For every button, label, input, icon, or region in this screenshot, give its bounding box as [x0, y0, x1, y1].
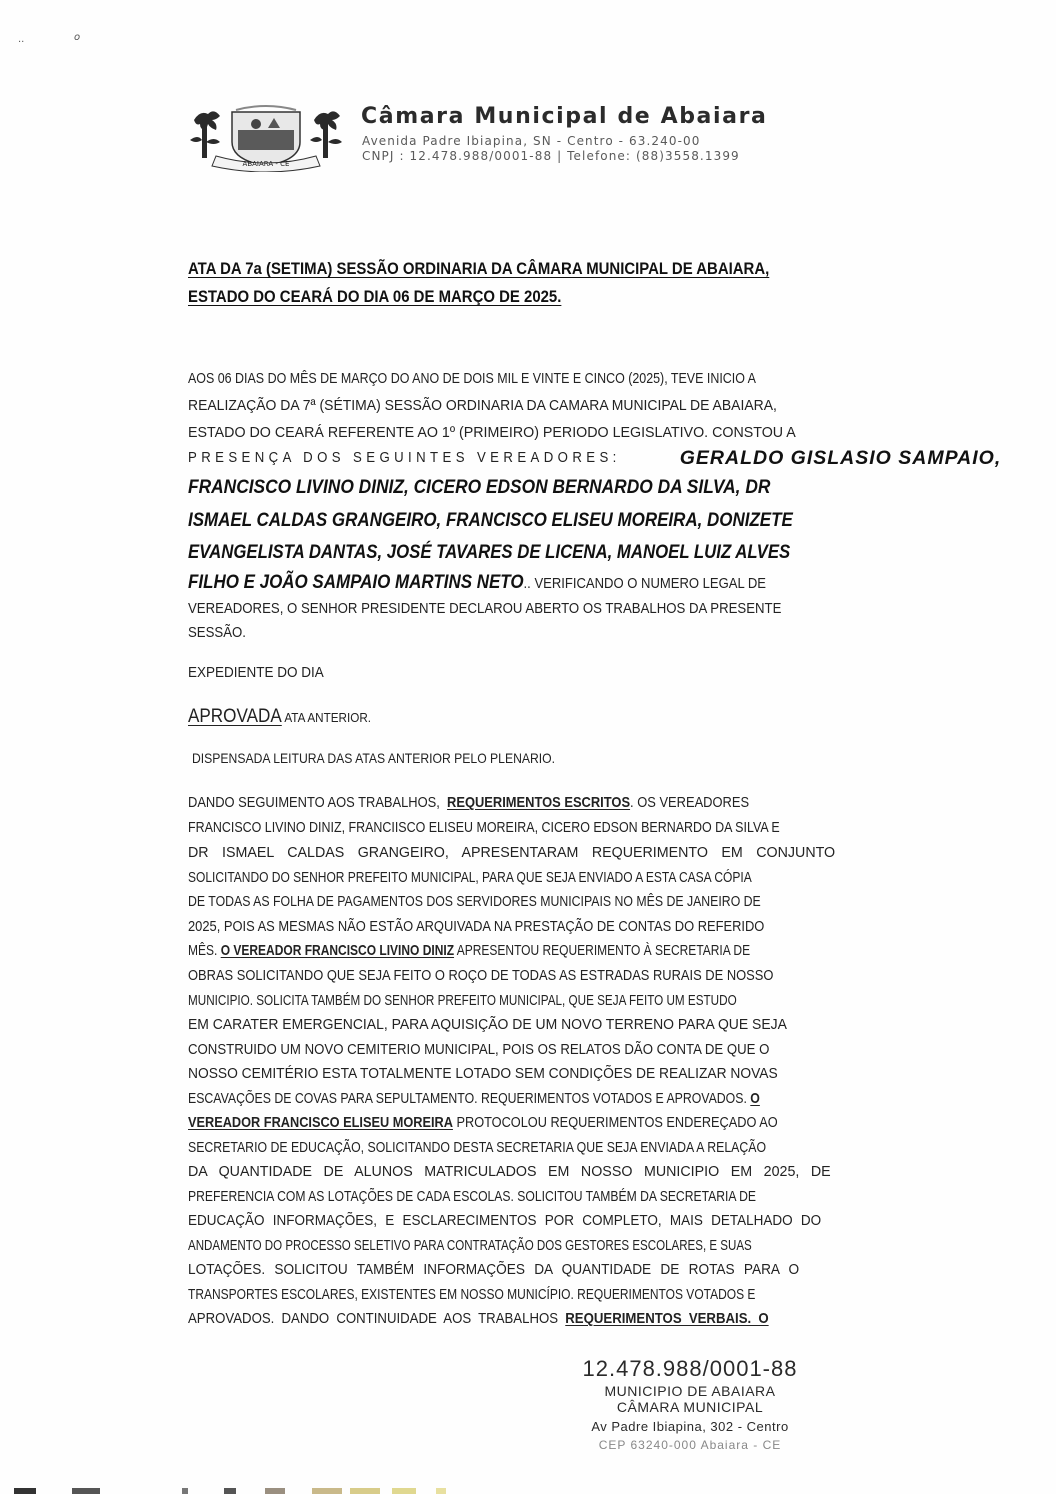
- title-line-1: ATA DA 7a (SETIMA) SESSÃO ORDINARIA DA CÂMARA MUNICIPAL DE ABAIARA,: [188, 260, 770, 278]
- text-line: SESSÃO.: [188, 624, 246, 641]
- organization-cnpj-phone: CNPJ : 12.478.988/0001-88 | Telefone: (88)3558.1399: [362, 149, 740, 163]
- councilor-eliseu-heading: VEREADOR FRANCISCO ELISEU MOREIRA: [188, 1114, 453, 1131]
- stamp-municipality: MUNICIPIO DE ABAIARA: [604, 1383, 776, 1399]
- councilor-names: EVANGELISTA DANTAS, JOSÉ TAVARES DE LICENA, MANOEL LUIZ ALVES: [188, 541, 791, 563]
- text-line: ANDAMENTO DO PROCESSO SELETIVO PARA CONTRATAÇÃO DOS GESTORES ESCOLARES, E SUAS: [188, 1237, 752, 1254]
- text-line: DANDO SEGUIMENTO AOS TRABALHOS, REQUERIMENTOS ESCRITOS. OS VEREADORES: [188, 794, 750, 811]
- text-line: SECRETARIO DE EDUCAÇÃO, SOLICITANDO DESTA SECRETARIA QUE SEJA ENVIADA A RELAÇÃO: [188, 1139, 767, 1156]
- text-line: SOLICITANDO DO SENHOR PREFEITO MUNICIPAL, PARA QUE SEJA ENVIADO A ESTA CASA CÓPIA: [188, 869, 752, 886]
- text-line: PRESENÇA DOS SEGUINTES VEREADORES: GERALDO GISLASIO SAMPAIO,: [188, 443, 916, 473]
- text-line: FRANCISCO LIVINO DINIZ, FRANCIISCO ELISEU MOREIRA, CICERO EDSON BERNARDO DA SILVA E: [188, 819, 780, 836]
- text-line: EM CARATER EMERGENCIAL, PARA AQUISIÇÃO DE UM NOVO TERRENO PARA QUE SEJA: [188, 1016, 787, 1033]
- dispensed-reading-line: DISPENSADA LEITURA DAS ATAS ANTERIOR PELO PLENARIO.: [192, 750, 556, 766]
- document-title: [188, 255, 916, 311]
- text-line: PREFERENCIA COM AS LOTAÇÕES DE CADA ESCOLAS. SOLICITOU TAMBÉM DA SECRETARIA DE: [188, 1188, 757, 1205]
- text-line: VEREADORES, O SENHOR PRESIDENTE DECLAROU ABERTO OS TRABALHOS DA PRESENTE: [188, 600, 782, 617]
- text-line: ESTADO DO CEARÁ REFERENTE AO 1º (PRIMEIRO) PERIODO LEGISLATIVO. CONSTOU A: [188, 424, 796, 441]
- text-line: AOS 06 DIAS DO MÊS DE MARÇO DO ANO DE DOIS MIL E VINTE E CINCO (2025), TEVE INICIO A: [188, 370, 756, 387]
- organization-address: Avenida Padre Ibiapina, SN - Centro - 63.240-00: [362, 134, 701, 148]
- councilor-names: ISMAEL CALDAS GRANGEIRO, FRANCISCO ELISEU MOREIRA, DONIZETE: [188, 509, 793, 531]
- councilor-livino-heading: O VEREADOR FRANCISCO LIVINO DINIZ: [220, 942, 455, 959]
- stamp-postal-code: CEP 63240-000 Abaiara - CE: [598, 1438, 782, 1452]
- section-heading-verbal-requests: REQUERIMENTOS VERBAIS. O: [565, 1310, 769, 1327]
- text-line: CONSTRUIDO UM NOVO CEMITERIO MUNICIPAL, POIS OS RELATOS DÃO CONTA DE QUE O: [188, 1041, 770, 1058]
- text-line: LOTAÇÕES. SOLICITOU TAMBÉM INFORMAÇÕES DA QUANTIDADE DE ROTAS PARA O: [188, 1261, 800, 1278]
- section-heading-expediente: EXPEDIENTE DO DIA: [188, 664, 324, 681]
- section-heading-written-requests: REQUERIMENTOS ESCRITOS: [447, 794, 631, 811]
- cnpj-stamp: [550, 1355, 830, 1453]
- approved-label: APROVADA: [188, 706, 282, 727]
- text-line: MÊS. O VEREADOR FRANCISCO LIVINO DINIZ APRESENTOU REQUERIMENTO À SECRETARIA DE: [188, 942, 751, 959]
- text-line: ESCAVAÇÕES DE COVAS PARA SEPULTAMENTO. REQUERIMENTOS VOTADOS E APROVADOS. O: [188, 1090, 760, 1107]
- text-line: EDUCAÇÃO INFORMAÇÕES, E ESCLARECIMENTOS POR COMPLETO, MAIS DETALHADO DO: [188, 1212, 822, 1229]
- scan-mark: o: [74, 32, 81, 43]
- svg-text:ABAIARA - CE: ABAIARA - CE: [242, 160, 290, 168]
- approved-minutes-line: APROVADA ATA ANTERIOR.: [188, 706, 372, 727]
- stamp-cnpj: 12.478.988/0001-88: [582, 1356, 798, 1381]
- text-line: TRANSPORTES ESCOLARES, EXISTENTES EM NOSSO MUNICÍPIO. REQUERIMENTOS VOTADOS E: [188, 1286, 756, 1303]
- title-line-2: ESTADO DO CEARÁ DO DIA 06 DE MARÇO DE 2025.: [188, 288, 562, 306]
- text-line: DE TODAS AS FOLHA DE PAGAMENTOS DOS SERVIDORES MUNICIPAIS NO MÊS DE JANEIRO DE: [188, 893, 761, 910]
- organization-name: Câmara Municipal de Abaiara: [361, 104, 768, 129]
- councilor-names: GERALDO GISLASIO SAMPAIO,: [679, 447, 1002, 469]
- coat-of-arms-logo-icon: [186, 100, 346, 172]
- letterhead: [186, 98, 916, 174]
- text-line: APROVADOS. DANDO CONTINUIDADE AOS TRABALHOS REQUERIMENTOS VERBAIS. O: [188, 1310, 769, 1327]
- text-line: NOSSO CEMITÉRIO ESTA TOTALMENTE LOTADO SEM CONDIÇÕES DE REALIZAR NOVAS: [188, 1065, 778, 1082]
- stamp-address: Av Padre Ibiapina, 302 - Centro: [591, 1419, 789, 1434]
- text-line: REALIZAÇÃO DA 7ª (SÉTIMA) SESSÃO ORDINARIA DA CAMARA MUNICIPAL DE ABAIARA,: [188, 397, 777, 414]
- text-line: VEREADOR FRANCISCO ELISEU MOREIRA PROTOCOLOU REQUERIMENTOS ENDEREÇADO AO: [188, 1114, 778, 1131]
- stamp-chamber: CÂMARA MUNICIPAL: [616, 1399, 764, 1415]
- text-line: 2025, POIS AS MESMAS NÃO ESTÃO ARQUIVADA NA PRESTAÇÃO DE CONTAS DO REFERIDO: [188, 918, 765, 935]
- text-line: DR ISMAEL CALDAS GRANGEIRO, APRESENTARAM REQUERIMENTO EM CONJUNTO: [188, 844, 836, 861]
- text-line: DA QUANTIDADE DE ALUNOS MATRICULADOS EM NOSSO MUNICIPIO EM 2025, DE: [188, 1163, 831, 1180]
- scan-mark: ..: [18, 34, 25, 45]
- text-line: OBRAS SOLICITANDO QUE SEJA FEITO O ROÇO DE TODAS AS ESTRADAS RURAIS DE NOSSO: [188, 967, 774, 984]
- scan-edge-artifacts: [0, 1488, 500, 1494]
- text-line: FILHO E JOÃO SAMPAIO MARTINS NETO.. VERIFICANDO O NUMERO LEGAL DE: [188, 571, 767, 593]
- text-line: MUNICIPIO. SOLICITA TAMBÉM DO SENHOR PREFEITO MUNICIPAL, QUE SEJA FEITO UM ESTUDO: [188, 992, 737, 1009]
- councilor-names: FILHO E JOÃO SAMPAIO MARTINS NETO: [188, 571, 524, 593]
- councilor-names: FRANCISCO LIVINO DINIZ, CICERO EDSON BERNARDO DA SILVA, DR: [188, 476, 771, 498]
